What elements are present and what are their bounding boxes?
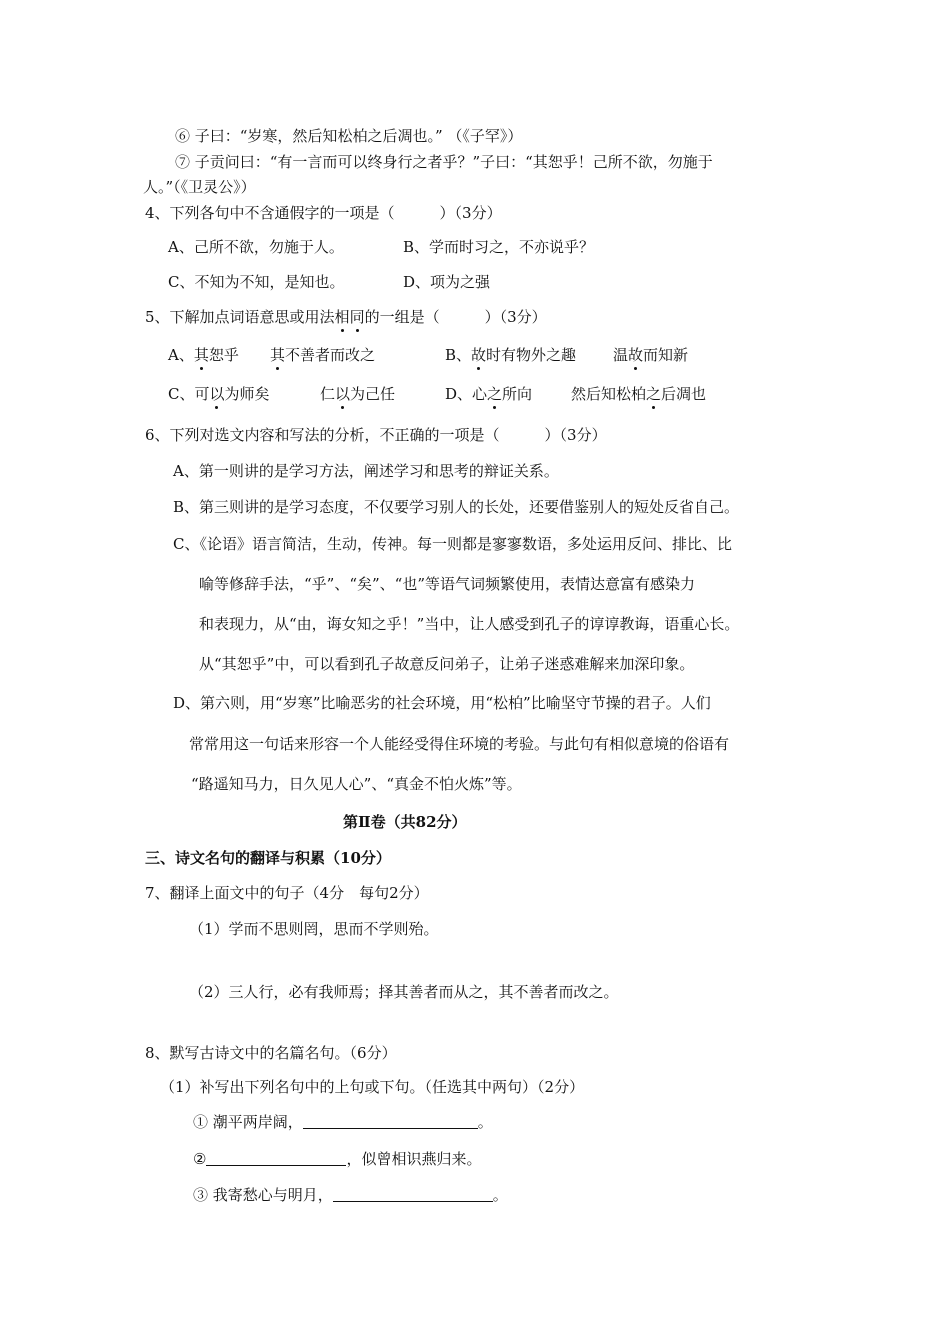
text: 而知新 <box>643 346 689 364</box>
question-8-item-2 <box>193 1149 481 1169</box>
text: 为师矣 <box>224 385 270 403</box>
question-6-option-c-line1: C、《论语》语言简洁，生动，传神。每一则都是寥寥数语，多处运用反问、排比、比 <box>173 535 732 553</box>
quote-6: ⑥ 子曰：“岁寒，然后知松柏之后凋也。” （《子罕》） <box>175 127 523 145</box>
question-4-option-a: A、己所不欲，勿施于人。 <box>168 238 344 256</box>
question-5-option-a1 <box>168 345 239 365</box>
text: 仁 <box>320 385 336 403</box>
dotted-char: 其 <box>193 346 209 364</box>
dotted-char: 同 <box>349 308 365 326</box>
question-6-option-b: B、第三则讲的是学习态度，不仅要学习别人的长处，还要借鉴别人的短处反省自己。 <box>173 498 740 516</box>
dotted-char: 其 <box>270 346 286 364</box>
text: B、 <box>445 346 472 364</box>
text: 时有物外之趣 <box>486 346 577 364</box>
question-5-option-d2 <box>571 384 706 404</box>
text: 不善者而改之 <box>285 346 376 364</box>
answer-blank-2[interactable] <box>206 1151 346 1166</box>
question-8-item-3 <box>193 1185 508 1205</box>
question-6-option-d-line2: 常常用这一句话来形容一个人能经受得住环境的考验。与此句有相似意境的俗语有 <box>189 735 730 753</box>
text: 温 <box>613 346 629 364</box>
dotted-char: 故 <box>628 346 644 364</box>
dotted-char: 以 <box>209 385 225 403</box>
quote-7-line2: 人。”（《卫灵公》） <box>143 178 256 196</box>
text: ① 潮平两岸阔， <box>193 1113 303 1131</box>
part-2-title: 第Ⅱ卷（共82分） <box>343 813 467 831</box>
dotted-char: 之 <box>487 385 503 403</box>
text: ③ 我寄愁心与明月， <box>193 1186 333 1204</box>
text: 5、下解加点词语意思或用法 <box>145 308 335 326</box>
question-7-stem: 7、翻译上面文中的句子（4分 每句2分） <box>145 884 429 902</box>
question-5-option-a2 <box>270 345 375 365</box>
question-8-sub-1: （1）补写出下列名句中的上句或下句。（任选其中两句）（2分） <box>160 1078 585 1096</box>
text: 。 <box>492 1186 508 1204</box>
question-6-option-d-line3: “路遥知马力，日久见人心”、“真金不怕火炼”等。 <box>191 775 522 793</box>
dotted-char: 相 <box>334 308 350 326</box>
text: 恕乎 <box>208 346 239 364</box>
question-6-option-a: A、第一则讲的是学习方法，阐述学习和思考的辩证关系。 <box>173 462 559 480</box>
text: 。 <box>477 1113 493 1131</box>
question-6-option-d-line1: D、第六则，用“岁寒”比喻恶劣的社会环境，用“松柏”比喻坚守节操的君子。人们 <box>173 694 711 712</box>
question-5-option-c2 <box>320 384 395 404</box>
answer-blank-1[interactable] <box>303 1114 478 1129</box>
question-5-stem <box>145 307 547 327</box>
question-5-option-b1 <box>445 345 576 365</box>
question-8-stem: 8、默写古诗文中的名篇名句。（6分） <box>145 1044 397 1062</box>
text: 所向 <box>502 385 533 403</box>
question-8-item-1 <box>193 1112 493 1132</box>
question-7-sentence-2: （2）三人行，必有我师焉；择其善者而从之，其不善者而改之。 <box>189 983 619 1001</box>
text: ，似曾相识燕归来。 <box>346 1150 482 1168</box>
dotted-char: 以 <box>335 385 351 403</box>
answer-blank-3[interactable] <box>333 1187 493 1202</box>
dotted-char: 故 <box>471 346 487 364</box>
dotted-char: 之 <box>646 385 662 403</box>
text: 然后知松柏 <box>571 385 647 403</box>
question-5-option-b2 <box>613 345 688 365</box>
text: 的一组是（ ）（3分） <box>364 308 547 326</box>
question-6-option-c-line4: 从“其恕乎”中，可以看到孔子故意反问弟子，让弟子迷惑难解来加深印象。 <box>199 655 695 673</box>
text: 为己任 <box>350 385 396 403</box>
question-4-option-d: D、项为之强 <box>403 273 491 291</box>
question-4-option-b: B、学而时习之，不亦说乎？ <box>403 238 595 256</box>
text: ② <box>193 1150 207 1168</box>
question-4-stem: 4、下列各句中不含通假字的一项是（ ）（3分） <box>145 204 502 222</box>
quote-7-line1: ⑦ 子贡问曰：“有一言而可以终身行之者乎？”子曰：“其恕乎！己所不欲，勿施于 <box>175 153 713 171</box>
question-6-option-c-line3: 和表现力，从“由，诲女知之乎！”当中，让人感受到孔子的谆谆教诲，语重心长。 <box>199 615 740 633</box>
question-4-option-c: C、不知为不知，是知也。 <box>168 273 345 291</box>
text: 后凋也 <box>661 385 707 403</box>
question-5-option-d1 <box>445 384 532 404</box>
question-6-stem: 6、下列对选文内容和写法的分析，不正确的一项是（ ）（3分） <box>145 426 607 444</box>
text: C、可 <box>168 385 210 403</box>
text: A、 <box>168 346 194 364</box>
question-5-option-c1 <box>168 384 270 404</box>
question-6-option-c-line2: 喻等修辞手法，“乎”、“矣”、“也”等语气词频繁使用，表情达意富有感染力 <box>199 575 696 593</box>
section-3-heading: 三、诗文名句的翻译与积累（10分） <box>145 849 391 867</box>
text: D、心 <box>445 385 488 403</box>
question-7-sentence-1: （1）学而不思则罔，思而不学则殆。 <box>189 920 439 938</box>
